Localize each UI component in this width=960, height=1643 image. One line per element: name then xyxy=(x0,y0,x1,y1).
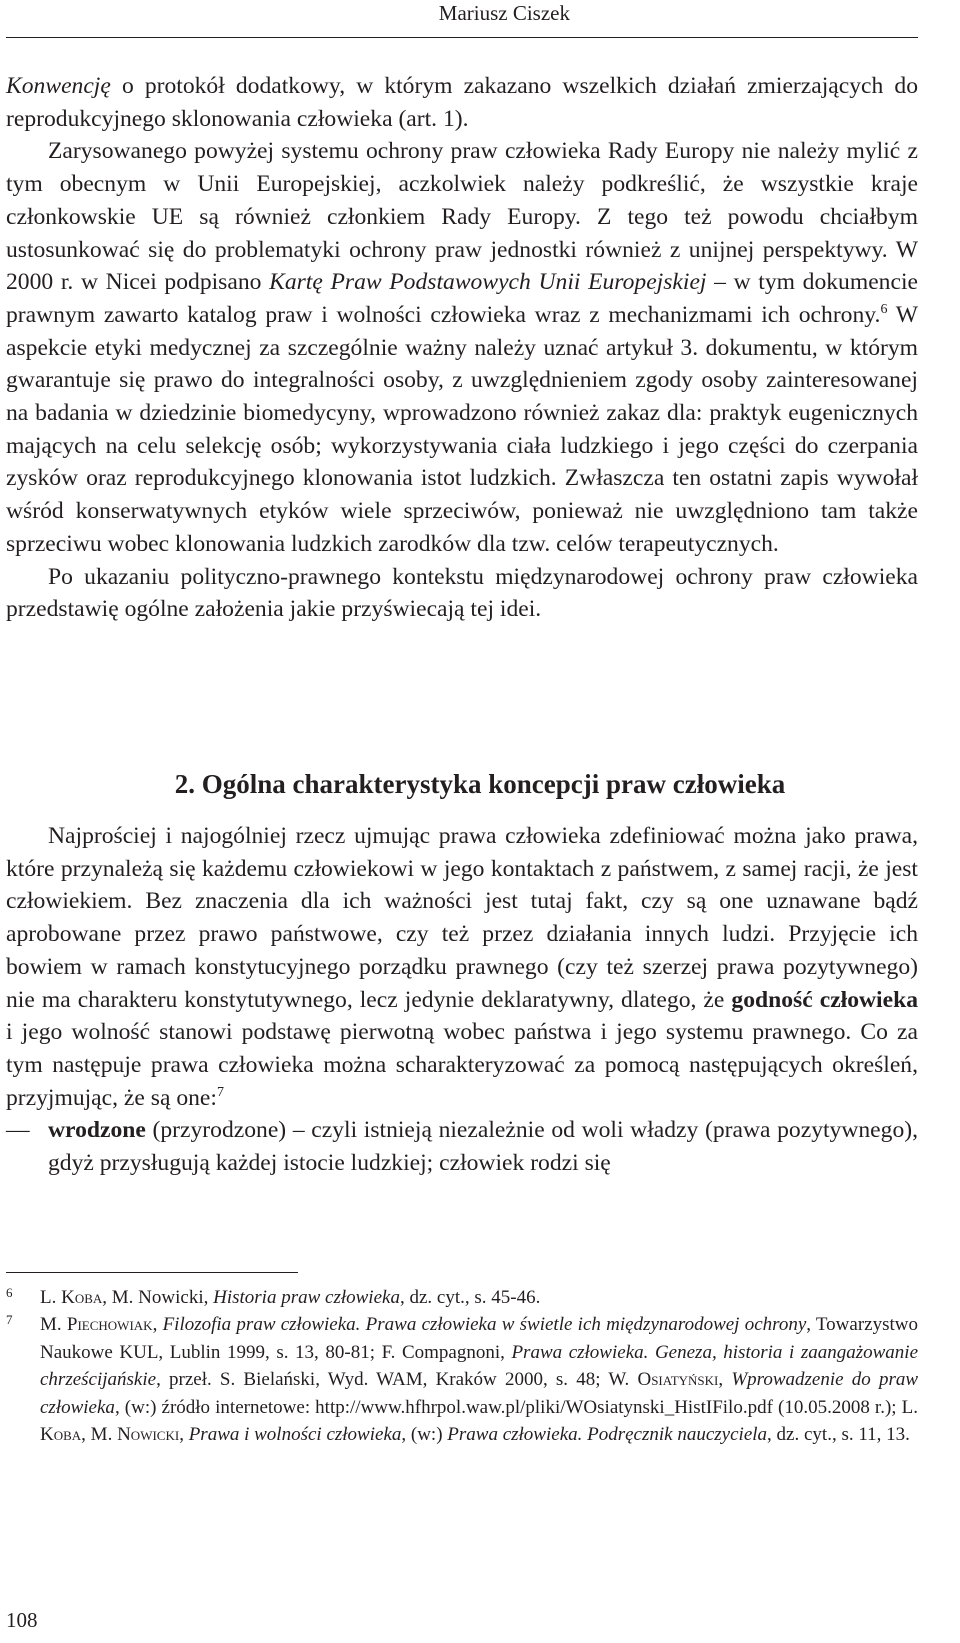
footnote-segment: M. xyxy=(40,1314,67,1336)
author-surname: Piechowiak xyxy=(66,1314,153,1336)
author-surname: Nowicki xyxy=(117,1424,180,1446)
footnote-number: 7 xyxy=(6,1312,13,1328)
footnote-rule xyxy=(6,1272,298,1273)
footnote-7 xyxy=(6,1311,918,1448)
section-heading: 2. Ogólna charakterystyka koncepcji praw człowieka xyxy=(174,769,786,799)
italic-title: Prawa człowieka. Geneza, historia i zaangażowanie chrześcijańskie xyxy=(40,1341,919,1391)
footnote-number: 6 xyxy=(6,1285,13,1300)
paragraph-continuation xyxy=(6,70,918,135)
paragraph-text: Zarysowanego powyżej systemu ochrony praw człowieka Rady Europy nie należy mylić z tym obecnym w Unii Europejskiej, aczkolwiek należy podkreślić, że wszystkie kraje członkowskie UE są również członkiem Rady Europy. Z tego też powodu chciałbym ustosunkować się do problematyki ochrony praw jednostki również z unijnej perspektywy. W 2000 r. w Nicei podpisano xyxy=(6,138,918,296)
paragraph-text: Po ukazaniu polityczno-prawnego kontekstu międzynarodowej ochrony praw człowieka przedstawię ogólne założenia jakie przyświecają tej idei. xyxy=(6,563,918,623)
footnote-segment: , M. Nowicki, xyxy=(102,1287,214,1308)
running-head-author: Mariusz Ciszek xyxy=(438,1,570,25)
author-surname: Osiatyński xyxy=(637,1369,719,1391)
list-item xyxy=(6,1114,918,1179)
italic-title: Prawa człowieka. Podręcznik nauczyciela xyxy=(447,1424,768,1446)
italic-title: Kartę Praw Podstawowych Unii Europejskiej xyxy=(269,269,707,296)
body-text-top xyxy=(6,70,918,626)
footnote-segment: , M. xyxy=(81,1424,118,1446)
paragraph-text: i jego wolność stanowi podstawę pierwotną wobec państwa i jego systemu prawnego. Co za tym następuje prawa człowieka można scharakteryzować za pomocą następujących określeń, przyjmując, że są one: xyxy=(6,1019,918,1111)
footnote-text xyxy=(40,1311,918,1448)
paragraph-transition xyxy=(6,561,918,626)
italic-title: Prawa i wolności człowieka xyxy=(188,1424,402,1446)
footnote-6 xyxy=(6,1284,918,1311)
footnote-text xyxy=(40,1284,918,1311)
footnote-segment: , xyxy=(179,1424,189,1446)
page-number: 108 xyxy=(6,1608,38,1632)
list-item-text xyxy=(48,1114,918,1179)
footnote-segment: , xyxy=(718,1369,732,1391)
footnote-segment: , Towarzystwo Naukowe KUL, Lublin 1999, s. 13, 80-81; F. Compagnoni, xyxy=(40,1314,918,1363)
footnote-segment: L. xyxy=(40,1287,62,1308)
footnote-segment: , dz. cyt., s. 11, 13. xyxy=(767,1424,910,1446)
footnote-segment: , dz. cyt., s. 45-46. xyxy=(399,1287,541,1308)
paragraph-definition xyxy=(6,820,918,1114)
paragraph-text: – w tym dokumencie prawnym zawarto katalog praw i wolności człowieka wraz z mechanizmami ich ochrony. xyxy=(6,269,918,328)
paragraph-text: (przyrodzone) – czyli istnieją niezależnie od woli władzy (prawa pozytywnego), gdyż przysługują każdej istocie ludzkiej; człowiek rodzi się xyxy=(48,1117,918,1177)
footnote-segment: , (w:) źródło internetowe: http://www.hfhrpol.waw.pl/pliki/WOsiatynski_HistIFilo.pdf (10.05.2008 r.); L. xyxy=(114,1396,918,1418)
paragraph-text: Najprościej i najogólniej rzecz ujmując prawa człowieka zdefiniować można jako prawa, które przynależą się każdemu człowiekowi w jego kontaktach z państwem, z samej racji, że jest człowiekiem. Bez znaczenia dla ich ważności jest tutaj fakt, czy są one uznawane bądź aprobowane przez prawo państwowe, czy też przez działania innych ludzi. Przyjęcie ich bowiem w ramach konstytucyjnego porządku prawnego (czy też szerzej prawa pozytywnego) nie ma charakteru konstytutywnego, lecz jedynie deklaratywny, dlatego, że xyxy=(6,823,918,1013)
footnote-segment: , przeł. S. Bielański, Wyd. WAM, Kraków 2000, s. 48; W. xyxy=(156,1369,638,1391)
italic-title: Filozofia praw człowieka. Prawa człowieka w świetle ich międzynarodowej ochrony xyxy=(162,1314,807,1336)
author-surname: Koba xyxy=(61,1287,103,1308)
footnote-reference: 6 xyxy=(880,301,888,317)
list-dash: — xyxy=(6,1117,30,1144)
footnote-reference: 7 xyxy=(216,1084,224,1100)
bold-term: wrodzone xyxy=(48,1117,146,1144)
paragraph-text: W aspekcie etyki medycznej za szczególnie ważny należy uznać artykuł 3. dokumentu, w którym gwarantuje się prawo do integralności osoby, z uwzględnieniem zgody osoby zainteresowanej na badania w dziedzinie biomedycyny, wprowadzono również zakaz dla: praktyk eugenicznych mających na celu selekcję osób; wykorzystywania ciała ludzkiego i jego części do czerpania zysków oraz reprodukcyjnego klonowania istot ludzkich. Zwłaszcza ten ostatni zapis wywołał wśród konserwatywnych etyków wiele sprzeciwów, ponieważ nie uwzględniono tam także sprzeciwu wobec klonowania ludzkich zarodków dla tzw. celów terapeutycznych. xyxy=(6,301,918,557)
paragraph-text: o protokół dodatkowy, w którym zakazano wszelkich działań zmierzających do reprodukcyjnego sklonowania człowieka (art. 1). xyxy=(6,73,918,132)
bold-term: godność człowieka xyxy=(731,986,919,1013)
footnote-segment: , xyxy=(152,1314,163,1336)
italic-title: Historia praw człowieka xyxy=(213,1287,400,1308)
footnotes xyxy=(6,1284,918,1448)
paragraph-eu xyxy=(6,135,918,560)
footnote-segment: , (w:) xyxy=(401,1424,448,1446)
body-text-section xyxy=(6,820,918,1180)
author-surname: Koba xyxy=(40,1424,82,1446)
italic-title: Wprowadzenie do praw człowieka xyxy=(40,1369,919,1418)
italic-term: Konwencję xyxy=(6,73,111,99)
header-rule xyxy=(6,37,918,38)
